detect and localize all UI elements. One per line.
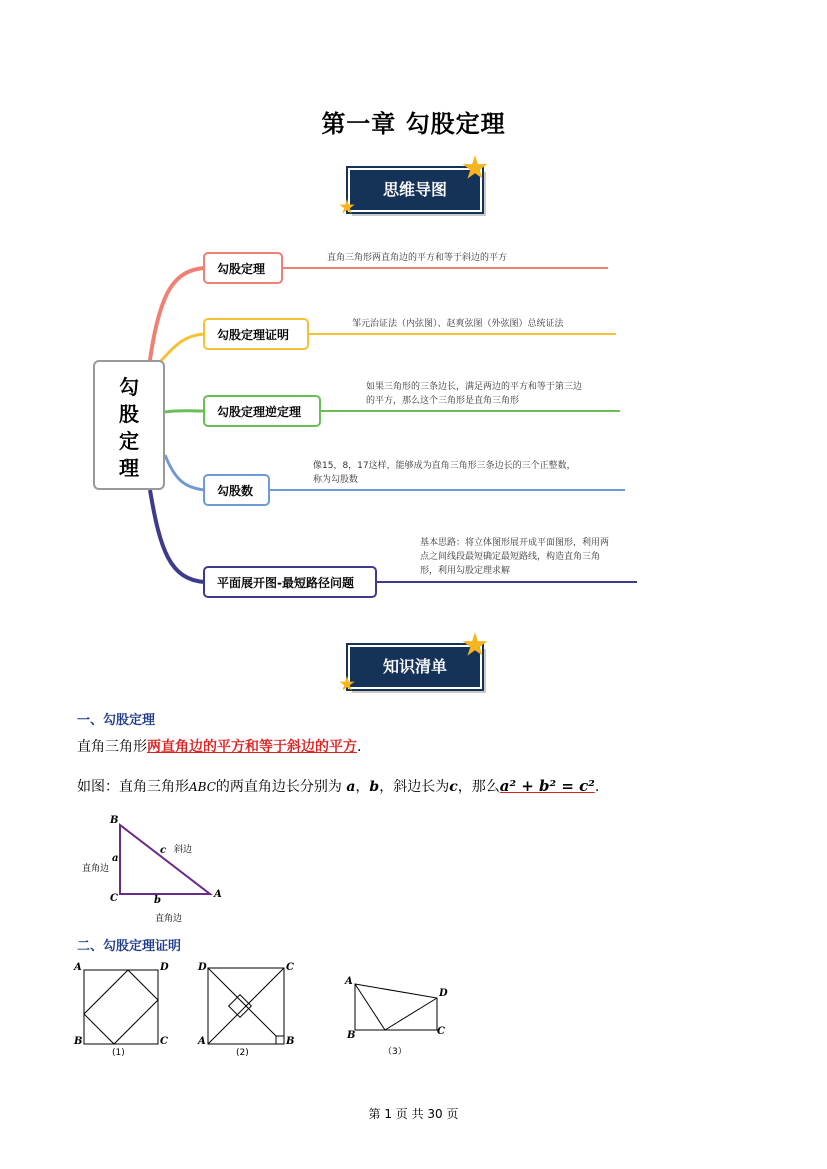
page-footer: 第 1 页 共 30 页 bbox=[368, 1107, 459, 1121]
root-char: 勾 bbox=[119, 375, 139, 399]
mind-map-root bbox=[93, 360, 165, 490]
branch-desc-proof: 邹元治证法（内弦图）、赵爽弦图（外弦图）总统证法 bbox=[352, 319, 564, 329]
branch-node-triples: 勾股数 bbox=[203, 474, 270, 506]
branch-desc-converse: 如果三角形的三条边长，满足两边的平方和等于第三边 的平方，那么这个三角形是直角三角形 bbox=[366, 382, 583, 406]
side-b-label: b bbox=[154, 895, 161, 906]
branch-node-shortest-path: 平面展开图-最短路径问题 bbox=[203, 566, 377, 598]
branch-node-theorem: 勾股定理 bbox=[203, 252, 283, 284]
vertex-c-label: C bbox=[110, 893, 118, 904]
hypotenuse-label: 斜边 bbox=[174, 845, 193, 855]
mindmap-banner: 思维导图 bbox=[348, 168, 482, 212]
base-leg-label: 直角边 bbox=[155, 914, 183, 924]
root-char: 理 bbox=[119, 456, 139, 480]
leg-label: 直角边 bbox=[82, 864, 110, 874]
root-char: 定 bbox=[119, 429, 139, 453]
vertex-a-label: A bbox=[214, 889, 222, 900]
branch-node-converse: 勾股定理逆定理 bbox=[203, 395, 321, 427]
theorem-example: 如图：直角三角形ABC的两直角边长分别为 a，b，斜边长为c，那么a² + b² = c². bbox=[77, 777, 600, 795]
root-char: 股 bbox=[119, 402, 139, 426]
branch-desc-shortest-path: 基本思路：将立体图形展开成平面图形，利用两 点之间线段最短确定最短路线，构造直角三角 形，利用勾股定理求解 bbox=[420, 538, 610, 576]
theorem-statement: 直角三角形两直角边的平方和等于斜边的平方. bbox=[77, 739, 362, 755]
vertex-b-label: B bbox=[110, 815, 119, 826]
branch-desc-theorem: 直角三角形两直角边的平方和等于斜边的平方 bbox=[327, 253, 508, 263]
section-heading: 二、勾股定理证明 bbox=[77, 939, 182, 954]
side-c-label: c bbox=[160, 845, 167, 856]
proof-figure-1: A D B C (1) bbox=[74, 962, 169, 1058]
proof-figure-3: A D B C （3） bbox=[345, 976, 448, 1057]
knowledge-banner: 知识清单 bbox=[348, 645, 482, 689]
side-a-label: a bbox=[112, 853, 119, 864]
right-triangle-figure bbox=[80, 815, 240, 925]
branch-desc-triples: 像15，8，17这样，能够成为直角三角形三条边长的三个正整数， 称为勾股数 bbox=[313, 461, 576, 485]
proof-figure-2: D C A B (2) bbox=[198, 962, 295, 1058]
page-title: 第一章 勾股定理 bbox=[321, 110, 506, 138]
branch-node-proof: 勾股定理证明 bbox=[203, 318, 309, 350]
pythagorean-formula: a² + b² = c² bbox=[499, 777, 595, 795]
section-heading: 一、勾股定理 bbox=[77, 713, 156, 728]
